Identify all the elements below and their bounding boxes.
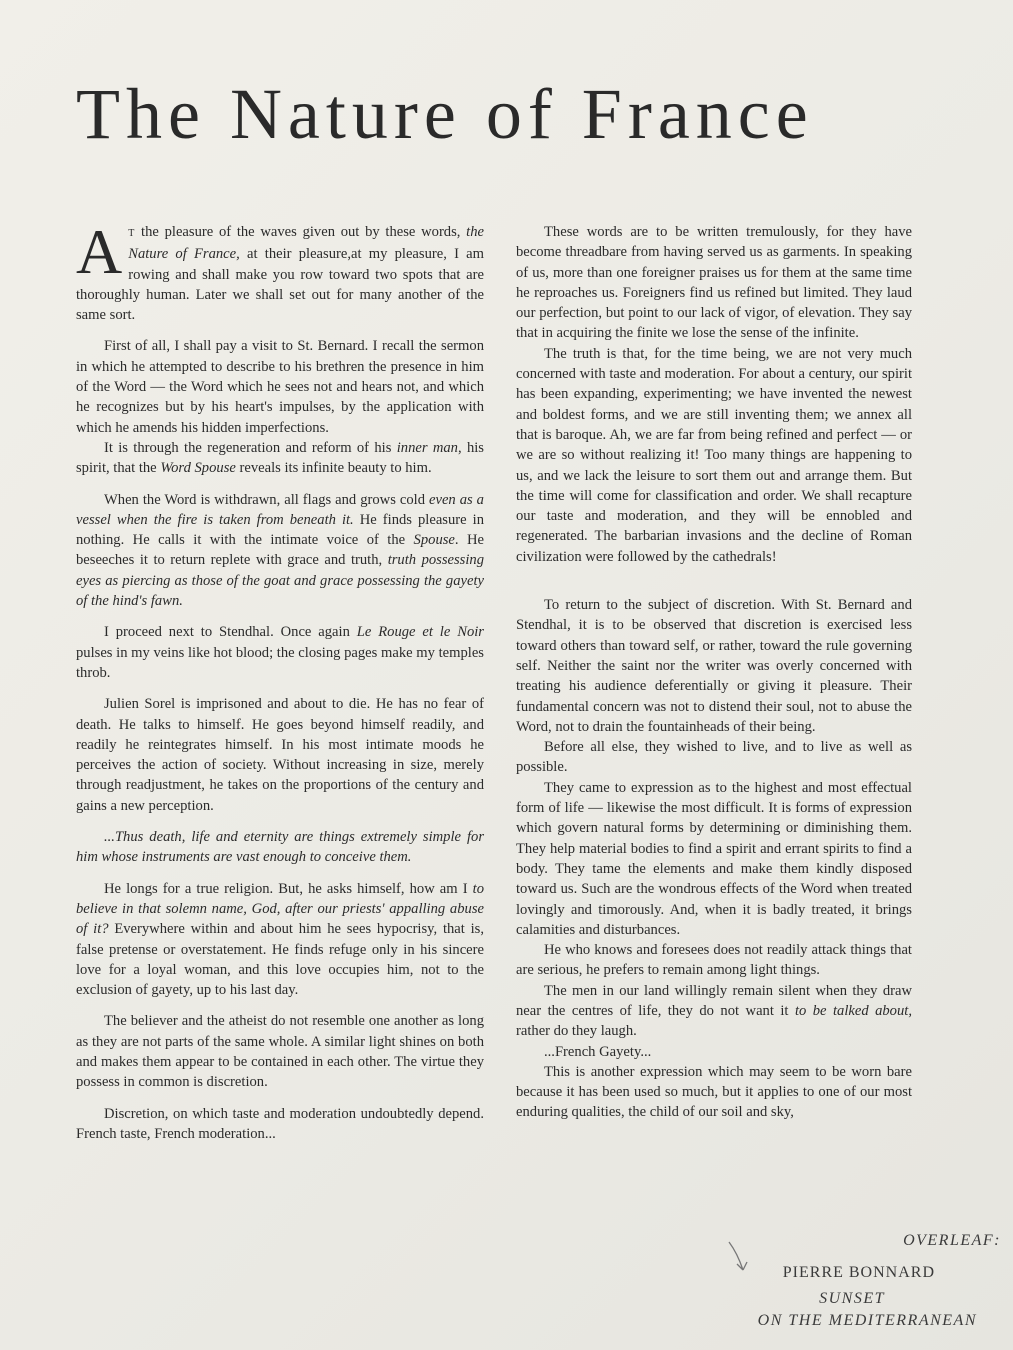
paragraph (516, 981, 912, 1042)
paragraph (76, 879, 484, 1001)
text-run: rather do they laugh. (516, 1023, 637, 1040)
paragraph: Discretion, on which taste and moderation undoubtedly depend. French taste, French moderation... (76, 1105, 484, 1142)
paragraph (76, 490, 484, 612)
italic-run: Word Spouse (160, 460, 236, 477)
paragraph: They came to expression as to the highest and most effectual form of life — likewise the most difficult. It is forms of expression which govern natural forms by determining or diminishing them. They help material bodies to find a spirit and errant spirits to find a body. They tame the elements and make them kindly disposed toward us. Such are the wondrous effects of the Word when treated lovingly and timorously. And, when it is badly treated, it brings calamities and disturbances. (516, 779, 912, 938)
paragraph (76, 216, 484, 325)
text-run: He longs for a true religion. But, he asks himself, how am I (104, 880, 473, 897)
painting-title-line2: ON THE MEDITERRANEAN (757, 1312, 977, 1329)
handwritten-arrow-icon (725, 1240, 765, 1274)
text-run: It is through the regeneration and reform of his (104, 439, 397, 456)
text-run: He finds pleasure in nothing. He calls it with the intimate voice of the (76, 511, 484, 549)
right-column (516, 222, 912, 1123)
italic-run: to believe in that solemn name, God, after our priests' appalling abuse of it? (76, 880, 484, 938)
italic-run: ...Thus death, life and eternity are things extremely simple for him whose instruments are vast enough to conceive them. (76, 829, 484, 866)
paragraph: These words are to be written tremulously, for they have become threadbare from having served us as garments. In speaking of us, more than one foreigner praises us for them at the same time he reproaches us. Foreigners find us refined but limited. They laud our perfection, but point to our lack of vigor, of elevation. They say that in acquiring the finite we lose the sense of the infinite. (516, 224, 912, 342)
italic-run: the Nature of France, (128, 224, 484, 263)
text-run: , his spirit, that the (76, 439, 484, 477)
paragraph (76, 622, 484, 683)
overleaf-label: OVERLEAF: (903, 1232, 1001, 1249)
text-run: . He beseeches it to return replete with grace and truth, (76, 532, 484, 569)
left-column (76, 216, 485, 1144)
page-title: The Nature of France (76, 74, 814, 154)
italic-run: inner man (396, 439, 458, 456)
paragraph: The truth is that, for the time being, we are not very much concerned with taste and moderation. For about a century, our spirit has been expanding, experimenting; we have invented the newest and boldest forms, and we are still inventing them; we annex all that is baroque. Ah, we are far from being refined and perfect — or we are so without realizing it! Too many things are happening to us, and we lack the leisure to sort them out and arrange them. But the time will come for classification and order. We shall recapture our taste and moderation, and they will be ennobled and regenerated. The barbarian invasions and the decline of Roman civilization were followed by the cathedrals! (516, 345, 912, 565)
text-run: When the Word is withdrawn, all flags and grows cold (104, 491, 429, 508)
italic-run: even as a vessel when the fire is taken from beneath it. (76, 491, 484, 528)
text-run: reveals its infinite beauty to him. (235, 460, 432, 477)
italic-run: to be talked about, (794, 1002, 912, 1019)
paragraph: Before all else, they wished to live, and to live as well as possible. (516, 739, 912, 776)
text-run: at their pleasure,at my pleasure, I am rowing and shall make you row toward two spots that are thoroughly human. Later we shall set out for many another of the same sort. (76, 246, 484, 324)
text-run: pulses in my veins like hot blood; the closing pages make my temples throb. (76, 644, 484, 681)
text-run: the pleasure of the waves given out by these words, (135, 224, 467, 240)
paragraph: The believer and the atheist do not resemble one another as long as they are not parts of the same whole. A similar light shines on both and makes them appear to be contained in each other. The virtue they possess in common is discretion. (76, 1013, 484, 1091)
italic-run: Le Rouge et le Noir (356, 624, 484, 641)
text-run: Everywhere within and about him he sees hypocrisy, that is, false pretense or overstatement. He finds refuge only in his sincere love for a loyal woman, and this love occupies him, not to the exclusion of gayety, up to his last day. (76, 921, 484, 999)
paragraph: He who knows and foresees does not readily attack things that are serious, he prefers to remain among light things. (516, 942, 912, 979)
drop-cap: A (76, 216, 123, 287)
paragraph: Julien Sorel is imprisoned and about to die. He has no fear of death. He talks to himself. He goes beyond himself readily, and readily he reintegrates himself. In his most intimate moods he perceives the action of society. Without increasing in size, merely through readjustment, he takes on the proportions of the century and gains a new perception. (76, 696, 484, 814)
paragraph (76, 438, 484, 479)
artist-name: PIERRE BONNARD (782, 1264, 935, 1281)
small-cap-text: T (128, 228, 136, 239)
paragraph: First of all, I shall pay a visit to St. Bernard. I recall the sermon in which he attempted to describe to his brethren the presence in him of the Word — the Word which he sees not and hears not, and which he recognizes but by his heart's impulses, by the application with which he amends his hidden imperfections. (76, 338, 484, 436)
text-run: The men in our land willingly remain silent when they draw near the centres of life, they do not want it (516, 982, 912, 1019)
paragraph: To return to the subject of discretion. With St. Bernard and Stendhal, it is to be observed that discretion is exercised less toward others than toward self, or rather, toward the rule governing self. Neither the saint nor the writer was overly concerned with treating his audience deferentially or giving it pleasure. Their fundamental concern was not to distend their soul, not to abuse the Word, not to drain the fountainheads of their being. (516, 597, 912, 735)
text-run: I proceed next to Stendhal. Once again (104, 624, 357, 641)
paragraph (76, 827, 484, 868)
italic-run: truth possessing eyes as piercing as those of the goat and grace possessing the gayety of the hind's fawn. (76, 552, 485, 610)
paragraph: ...French Gayety... (544, 1043, 652, 1060)
paragraph: This is another expression which may seem to be worn bare because it has been used so much, but it applies to one of our most enduring qualities, the child of our soil and sky, (516, 1063, 912, 1121)
italic-run: Spouse (413, 532, 455, 549)
painting-title-line1: SUNSET (819, 1290, 885, 1307)
